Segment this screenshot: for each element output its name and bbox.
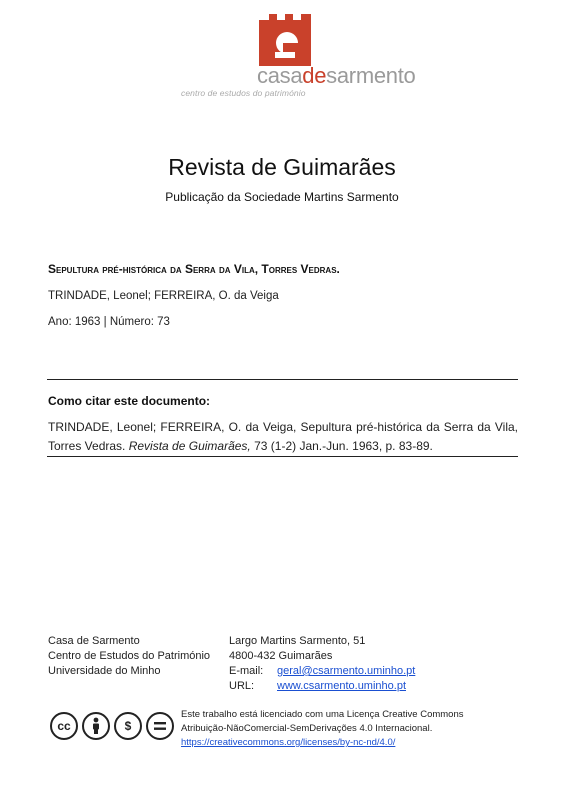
institution-university: Universidade do Minho xyxy=(48,665,161,677)
citation-text xyxy=(48,418,518,456)
license-text xyxy=(181,708,464,750)
casa-de-sarmento-logo-icon xyxy=(257,12,313,68)
email-label: E-mail: xyxy=(229,665,264,677)
citation-text-tail: 73 (1-2) Jan.-Jun. 1963, p. 83-89. xyxy=(250,439,433,453)
divider-top xyxy=(47,379,518,380)
institution-centre: Centro de Estudos do Património xyxy=(48,650,211,662)
article-year-number: Ano: 1963 | Número: 73 xyxy=(48,316,170,328)
citation-text-main: TRINDADE, Leonel; FERREIRA, O. da Veiga, Sepultura pré-histórica da Serra da Vila, Torres Vedras. xyxy=(48,420,518,453)
divider-bottom xyxy=(47,456,518,457)
logo-subtitle: centro de estudos do património xyxy=(181,88,306,98)
logo-word-sarmento: sarmento xyxy=(326,63,416,88)
website-link[interactable]: www.csarmento.uminho.pt xyxy=(277,680,406,692)
license-line-1: Este trabalho está licenciado com uma Licença Creative Commons xyxy=(181,709,464,720)
email-link[interactable]: geral@csarmento.uminho.pt xyxy=(277,665,416,677)
license-line-2: Atribuição-NãoComercial-SemDerivações 4.0 Internacional. xyxy=(181,723,433,734)
logo-word-casa: casa xyxy=(257,63,303,88)
article-title: Sepultura pré-histórica da Serra da Vila, Torres Vedras. xyxy=(48,262,340,276)
contact-block xyxy=(229,634,415,694)
institution-block xyxy=(48,634,210,679)
url-row xyxy=(229,679,415,694)
article-authors: TRINDADE, Leonel; FERREIRA, O. da Veiga xyxy=(48,290,279,302)
address-line-1: Largo Martins Sarmento, 51 xyxy=(229,635,366,647)
email-row xyxy=(229,664,415,679)
address-line-2: 4800-432 Guimarães xyxy=(229,650,333,662)
journal-title: Revista de Guimarães xyxy=(168,154,396,180)
noncommercial-icon: $ xyxy=(114,712,142,740)
logo-wordmark xyxy=(257,64,415,88)
noderivatives-icon xyxy=(146,712,174,740)
logo-word-de: de xyxy=(302,63,327,88)
journal-subtitle: Publicação da Sociedade Martins Sarmento xyxy=(165,190,399,204)
institution-name: Casa de Sarmento xyxy=(48,635,140,647)
cc-icon: cc xyxy=(50,712,78,740)
attribution-icon xyxy=(82,712,110,740)
license-link[interactable]: https://creativecommons.org/licenses/by-nc-nd/4.0/ xyxy=(181,737,396,748)
url-label: URL: xyxy=(229,680,255,692)
citation-heading: Como citar este documento: xyxy=(48,394,211,408)
cc-license-badges xyxy=(50,712,174,740)
citation-journal-italic: Revista de Guimarães, xyxy=(128,439,251,453)
